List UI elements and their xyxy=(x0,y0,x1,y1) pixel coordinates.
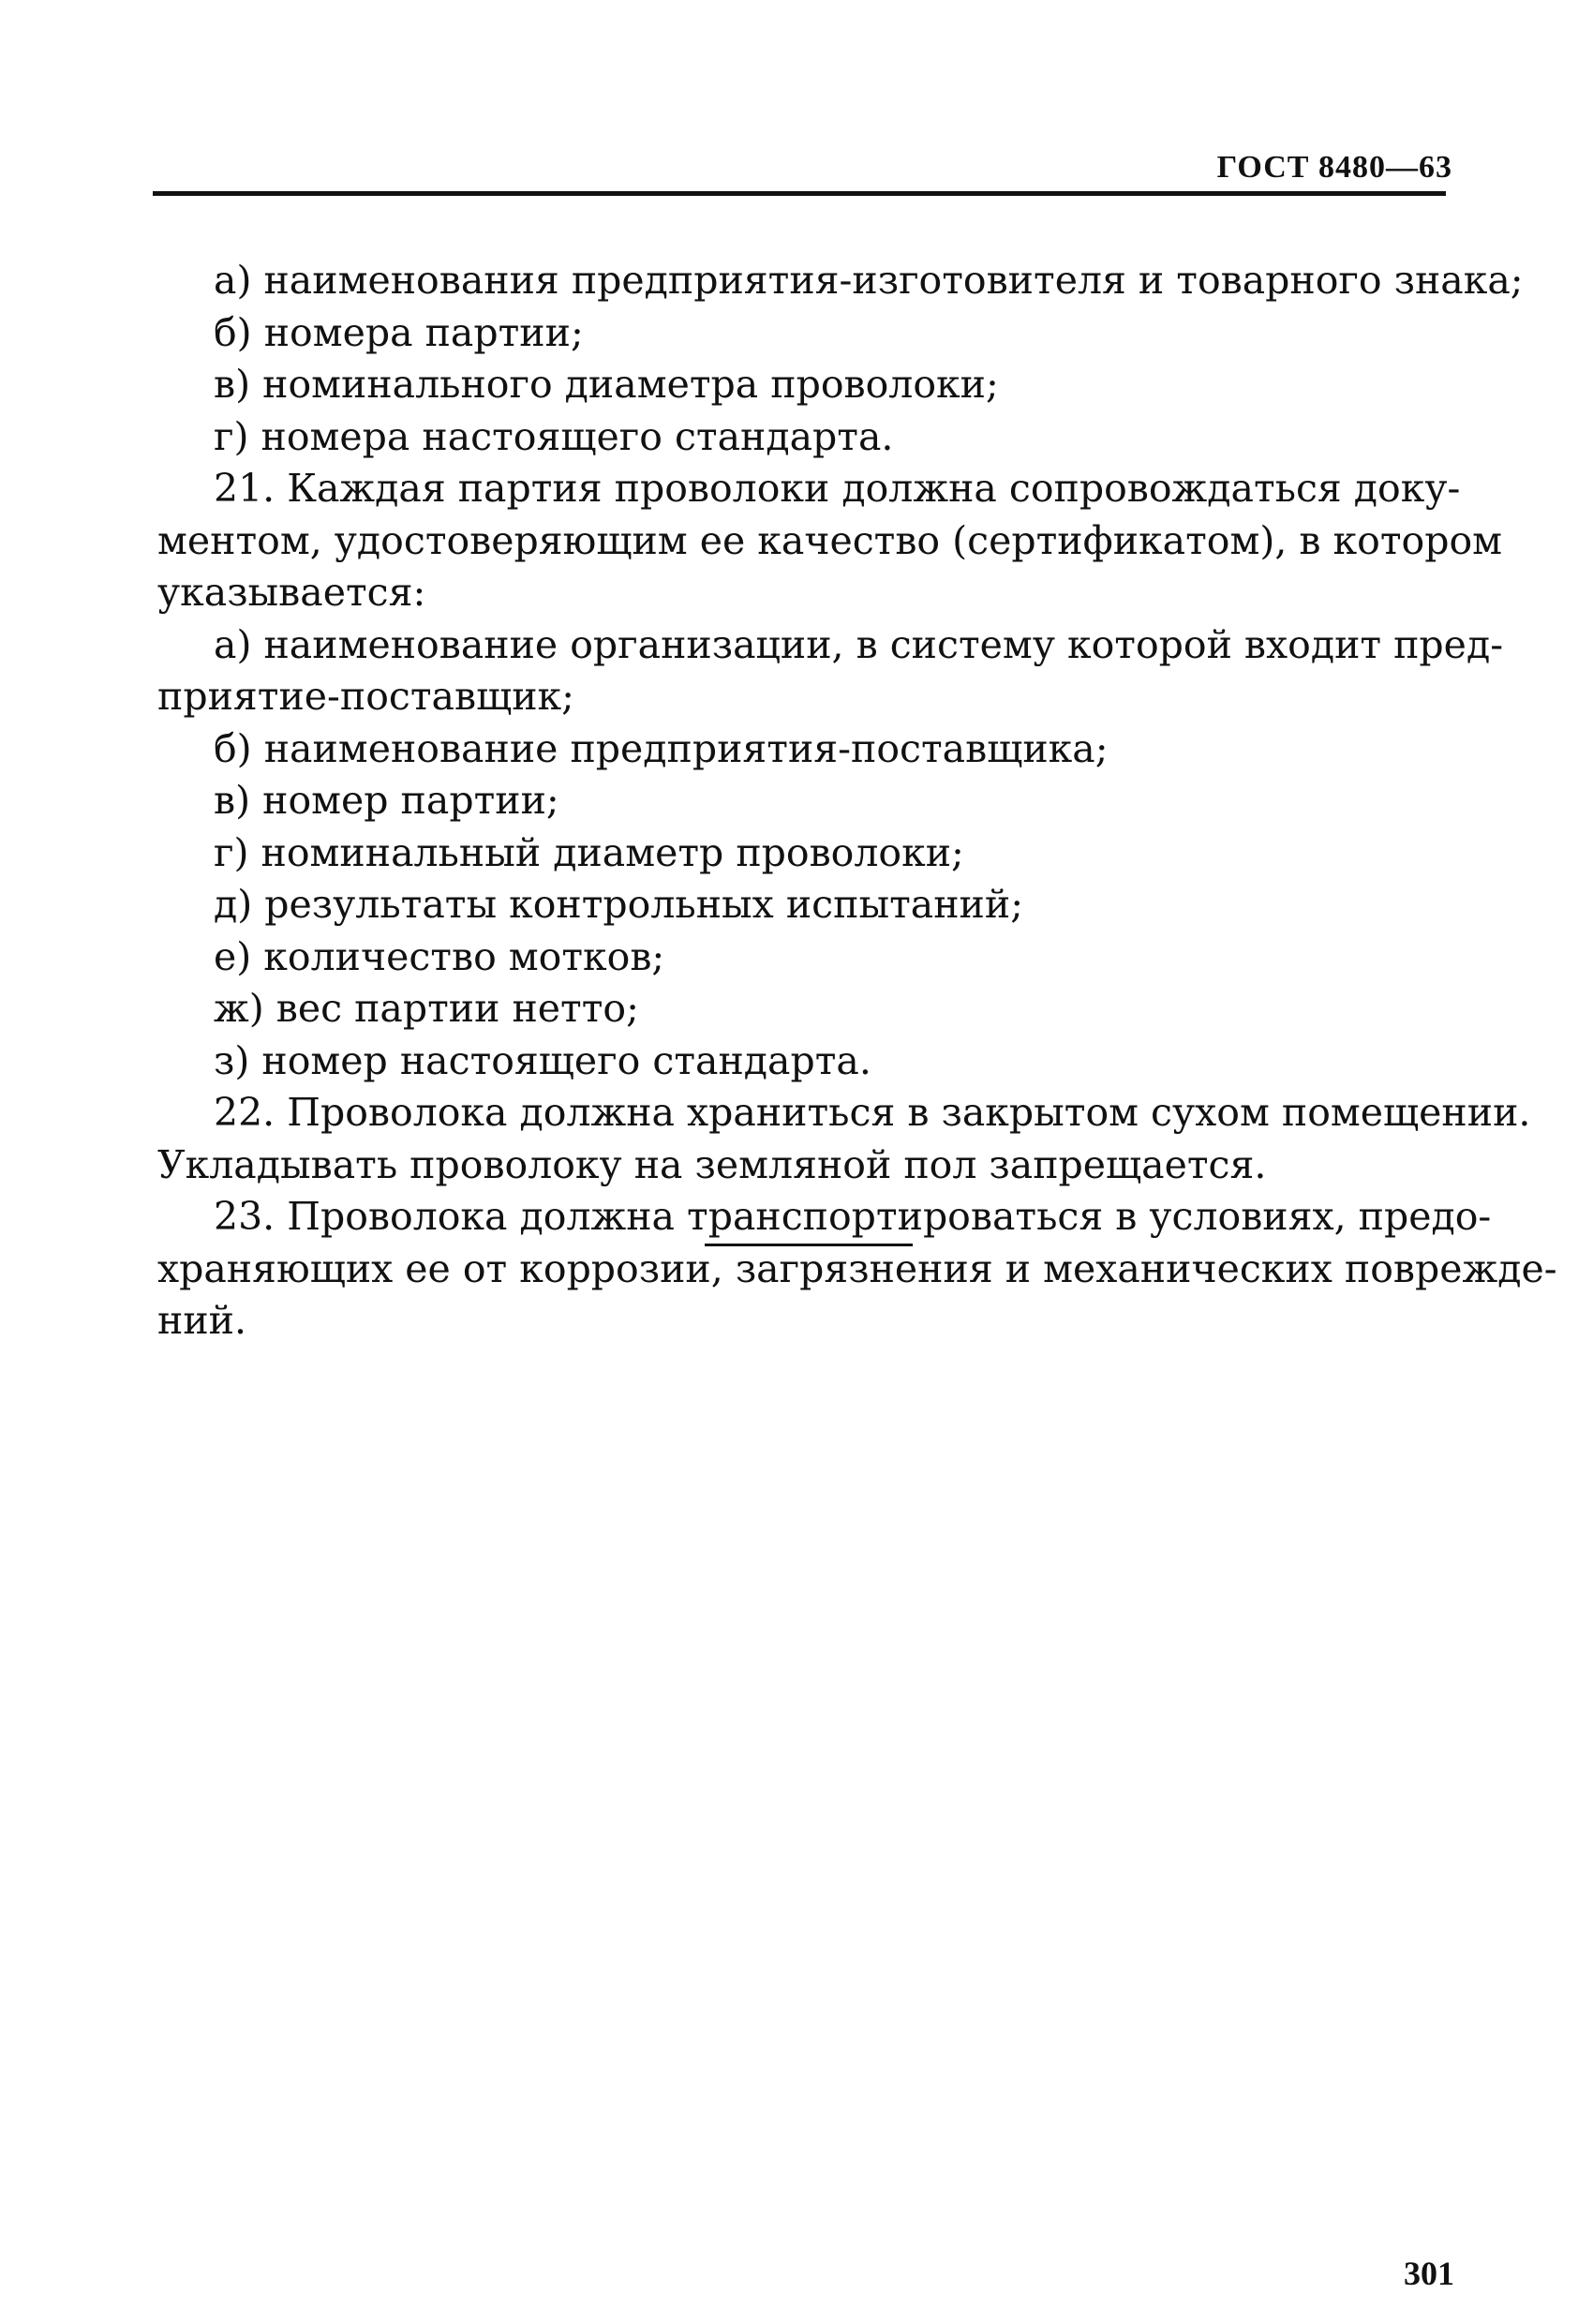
standard-code: ГОСТ 8480—63 xyxy=(1216,150,1452,185)
text-line: указывается: xyxy=(157,570,426,615)
text-line: приятие-поставщик; xyxy=(157,674,574,719)
text-line: 23. Проволока должна транспортироваться в условиях, предо- xyxy=(214,1194,1492,1239)
text-line: а) наименования предприятия-изготовителя и товарного знака; xyxy=(214,258,1524,303)
text-line: е) количество мотков; xyxy=(214,933,665,979)
text-line: ментом, удостоверяющим ее качество (сертификатом), в котором xyxy=(157,517,1503,563)
text-line: храняющих ее от коррозии, загрязнения и механических поврежде- xyxy=(157,1245,1557,1291)
text-line: а) наименование организации, в систему которой входит пред- xyxy=(214,621,1504,667)
page-number: 301 xyxy=(1404,2255,1454,2292)
text-line: Укладывать проволоку на земляной пол запрещается. xyxy=(157,1141,1267,1187)
text-line: 22. Проволока должна храниться в закрытом сухом помещении. xyxy=(214,1090,1531,1135)
text-line: в) номинального диаметра проволоки; xyxy=(214,362,999,407)
text-line: з) номер настоящего стандарта. xyxy=(214,1037,871,1083)
end-rule xyxy=(705,1244,913,1246)
document-body xyxy=(157,255,1557,1348)
text-line: ний. xyxy=(157,1298,247,1343)
text-line: б) номера партии; xyxy=(214,309,584,355)
text-line: д) результаты контрольных испытаний; xyxy=(214,882,1024,927)
text-line: г) номера настоящего стандарта. xyxy=(214,413,894,459)
text-line: 21. Каждая партия проволоки должна сопровождаться доку- xyxy=(214,466,1461,511)
header-rule xyxy=(153,191,1446,196)
text-line: ж) вес партии нетто; xyxy=(214,986,639,1031)
text-line: в) номер партии; xyxy=(214,778,559,823)
text-line: г) номинальный диаметр проволоки; xyxy=(214,829,964,875)
text-line: б) наименование предприятия-поставщика; xyxy=(214,725,1109,771)
